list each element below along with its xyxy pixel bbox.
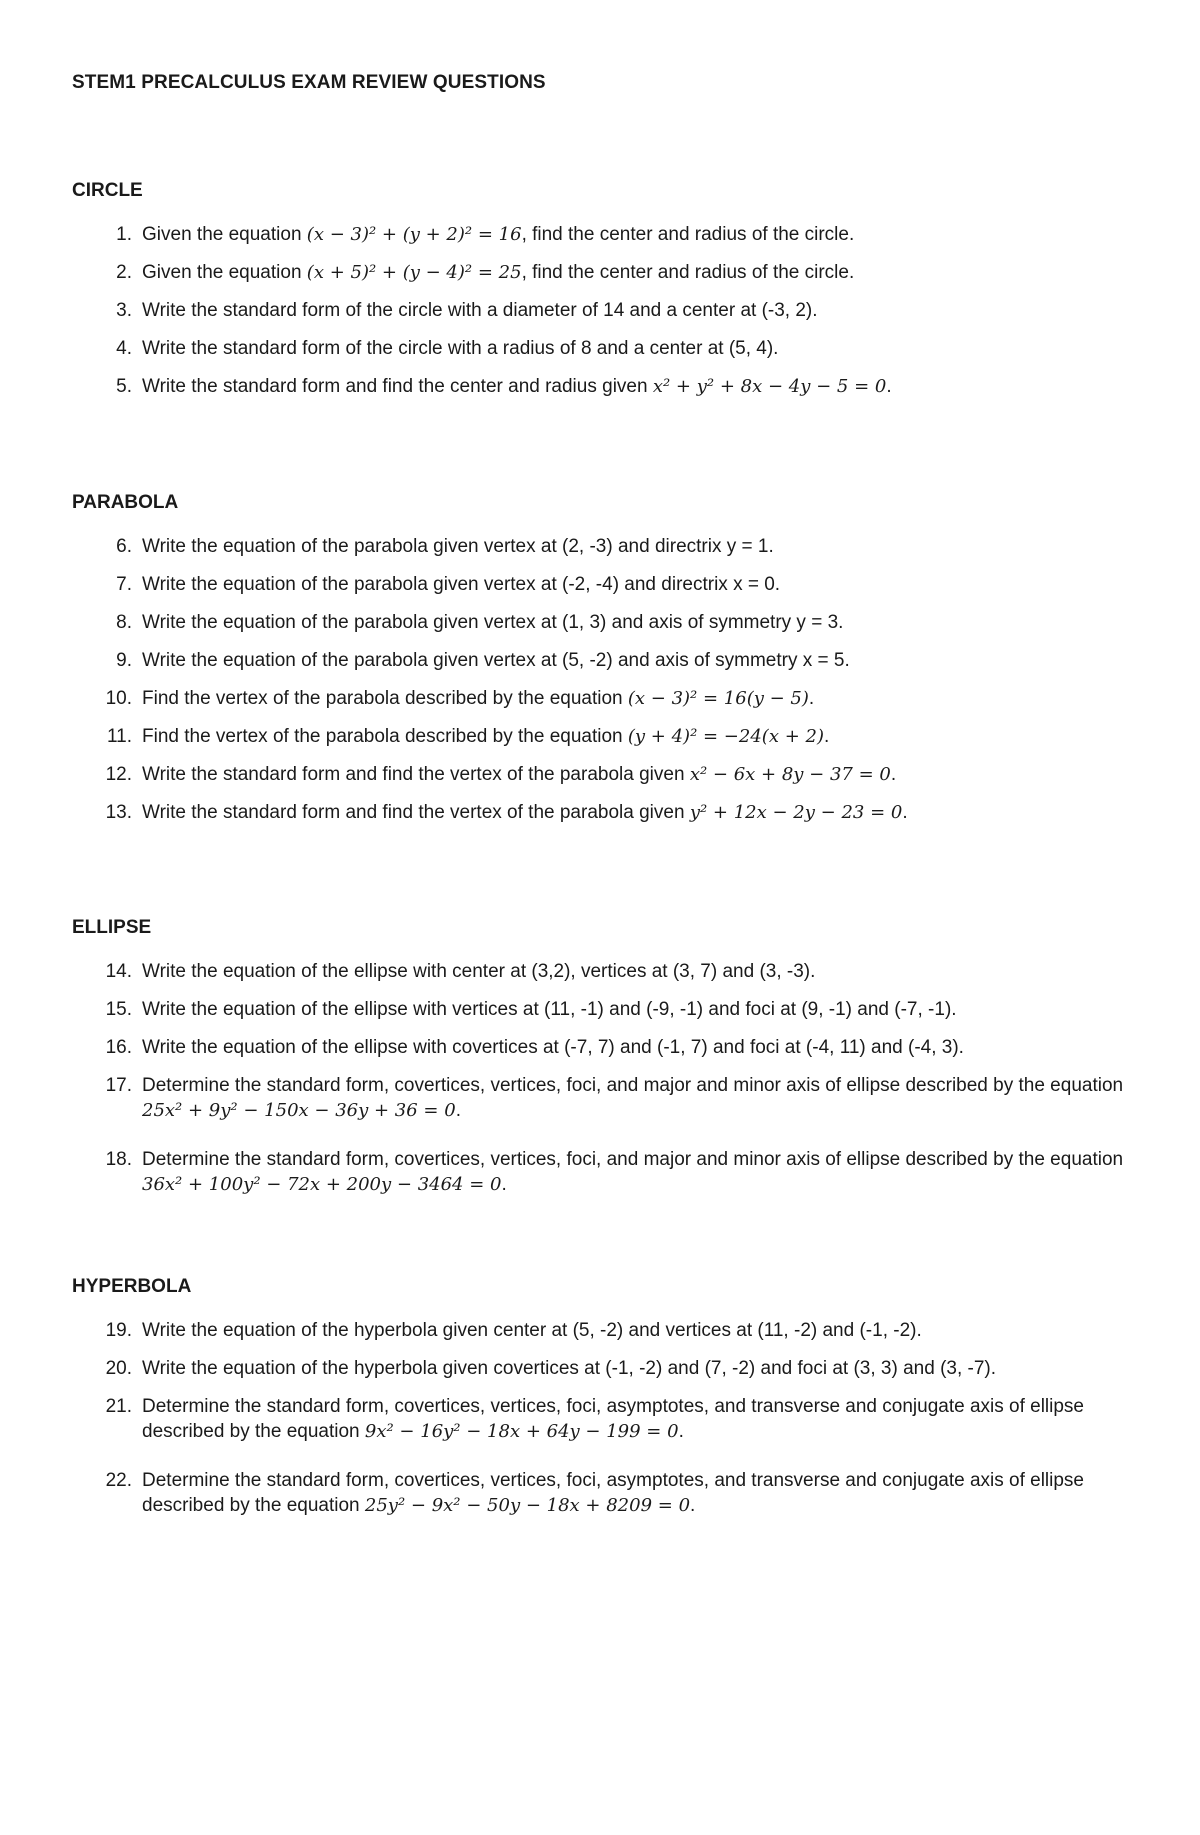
question-text: Find the vertex of the parabola described by the equation	[142, 726, 628, 747]
question-text: Write the equation of the parabola given vertex at (5, -2) and axis of symmetry x = 5.	[142, 650, 850, 671]
section-heading: HYPERBOLA	[72, 1276, 192, 1297]
question-item	[72, 1356, 1132, 1381]
question-item	[72, 800, 1132, 825]
question-equation: 9x² − 16y² − 18x + 64y − 199 = 0	[364, 1421, 679, 1442]
question-text: Write the equation of the ellipse with center at (3,2), vertices at (3, 7) and (3, -3).	[142, 961, 816, 982]
question-text: Determine the standard form, covertices, vertices, foci, asymptotes, and transverse and conjugate axis of ellipse described by the equation	[142, 1470, 1085, 1516]
question-text: Determine the standard form, covertices, vertices, foci, and major and minor axis of ellipse described by the equation	[142, 1149, 1124, 1170]
question-number: 8.	[116, 612, 132, 633]
question-item	[72, 572, 1132, 597]
question-item	[72, 298, 1132, 323]
question-item	[72, 1318, 1132, 1343]
question-number: 15.	[105, 999, 132, 1020]
question-number: 22.	[105, 1470, 132, 1491]
question-number: 19.	[105, 1320, 132, 1341]
question-text: Given the equation	[142, 224, 307, 245]
question-list	[72, 1318, 1132, 1518]
question-equation: x² + y² + 8x − 4y − 5 = 0	[652, 376, 887, 397]
question-text: Write the standard form of the circle with a radius of 8 and a center at (5, 4).	[142, 338, 779, 359]
question-item	[72, 336, 1132, 361]
question-text: Write the equation of the parabola given vertex at (-2, -4) and directrix x = 0.	[142, 574, 781, 595]
question-text-end: .	[808, 688, 815, 709]
question-text: Write the standard form of the circle with a diameter of 14 and a center at (-3, 2).	[142, 300, 818, 321]
question-item	[72, 686, 1132, 711]
section-ellipse	[72, 917, 1132, 1210]
question-equation: (x − 3)² + (y + 2)² = 16	[306, 224, 522, 245]
section-circle	[72, 180, 1132, 412]
question-item	[72, 260, 1132, 285]
question-item	[72, 222, 1132, 247]
question-number: 6.	[116, 536, 132, 557]
question-list	[72, 959, 1132, 1197]
question-text-end: .	[678, 1421, 684, 1442]
question-equation: (x − 3)² = 16(y − 5)	[627, 688, 809, 709]
question-item	[72, 959, 1132, 984]
question-equation: (y + 4)² = −24(x + 2)	[627, 726, 824, 747]
question-text-end: .	[823, 726, 830, 747]
question-text-end: .	[890, 764, 897, 785]
question-list	[72, 222, 1132, 399]
question-text: Write the equation of the parabola given vertex at (1, 3) and axis of symmetry y = 3.	[142, 612, 844, 633]
question-text: Determine the standard form, covertices, vertices, foci, and major and minor axis of ellipse described by the equation	[142, 1075, 1124, 1096]
question-text-end: .	[455, 1100, 461, 1121]
question-number: 11.	[106, 726, 132, 747]
question-number: 7.	[116, 574, 132, 595]
question-item	[72, 762, 1132, 787]
question-number: 4.	[116, 338, 132, 359]
question-item	[72, 1073, 1132, 1123]
question-text: Write the equation of the hyperbola given covertices at (-1, -2) and (7, -2) and foci at (3, 3) and (3, -7).	[142, 1358, 997, 1379]
question-number: 10.	[105, 688, 132, 709]
question-item	[72, 1394, 1132, 1444]
question-text-end: , find the center and radius of the circle.	[521, 224, 855, 245]
question-text-end: , find the center and radius of the circle.	[521, 262, 855, 283]
question-number: 20.	[105, 1358, 132, 1379]
question-number: 17.	[105, 1075, 132, 1096]
question-item	[72, 374, 1132, 399]
question-list	[72, 534, 1132, 825]
question-equation: 36x² + 100y² − 72x + 200y − 3464 = 0	[142, 1174, 502, 1195]
question-number: 3.	[116, 300, 132, 321]
question-text-end: .	[902, 802, 908, 823]
question-equation: (x + 5)² + (y − 4)² = 25	[306, 262, 522, 283]
question-item	[72, 610, 1132, 635]
question-text: Given the equation	[142, 262, 307, 283]
question-number: 2.	[116, 262, 132, 283]
section-parabola	[72, 492, 1132, 838]
question-number: 13.	[105, 802, 132, 823]
question-item	[72, 648, 1132, 673]
question-equation: 25x² + 9y² − 150x − 36y + 36 = 0	[142, 1100, 456, 1121]
question-number: 12.	[105, 764, 132, 785]
section-heading: CIRCLE	[72, 180, 143, 201]
question-text: Write the standard form and find the vertex of the parabola given	[142, 802, 690, 823]
question-equation: x² − 6x + 8y − 37 = 0	[689, 764, 891, 785]
question-equation: y² + 12x − 2y − 23 = 0	[689, 802, 903, 823]
question-item	[72, 724, 1132, 749]
question-text: Find the vertex of the parabola described by the equation	[142, 688, 628, 709]
question-text: Write the equation of the hyperbola given center at (5, -2) and vertices at (11, -2) and (-1, -2).	[142, 1320, 922, 1341]
question-item	[72, 997, 1132, 1022]
question-item	[72, 1468, 1132, 1518]
question-item	[72, 1147, 1132, 1197]
question-text: Write the equation of the ellipse with covertices at (-7, 7) and (-1, 7) and foci at (-4, 11) and (-4, 3).	[142, 1037, 964, 1058]
question-text: Write the equation of the parabola given vertex at (2, -3) and directrix y = 1.	[142, 536, 774, 557]
question-text: Determine the standard form, covertices, vertices, foci, asymptotes, and transverse and conjugate axis of ellipse described by the equation	[142, 1396, 1085, 1442]
question-number: 21.	[105, 1396, 132, 1417]
question-text: Write the equation of the ellipse with vertices at (11, -1) and (-9, -1) and foci at (9, -1) and (-7, -1).	[142, 999, 957, 1020]
question-text: Write the standard form and find the vertex of the parabola given	[142, 764, 690, 785]
page-title: STEM1 PRECALCULUS EXAM REVIEW QUESTIONS	[72, 72, 546, 93]
question-number: 18.	[105, 1149, 132, 1170]
question-number: 5.	[116, 376, 132, 397]
question-text-end: .	[501, 1174, 507, 1195]
question-number: 1.	[116, 224, 132, 245]
question-text-end: .	[690, 1495, 696, 1516]
question-text-end: .	[886, 376, 892, 397]
section-hyperbola	[72, 1276, 1132, 1531]
section-heading: PARABOLA	[72, 492, 179, 513]
question-number: 14.	[105, 961, 132, 982]
question-text: Write the standard form and find the center and radius given	[142, 376, 653, 397]
section-heading: ELLIPSE	[72, 917, 152, 938]
question-number: 16.	[105, 1037, 132, 1058]
question-number: 9.	[116, 650, 132, 671]
question-item	[72, 1035, 1132, 1060]
question-equation: 25y² − 9x² − 50y − 18x + 8209 = 0	[364, 1495, 691, 1516]
question-item	[72, 534, 1132, 559]
